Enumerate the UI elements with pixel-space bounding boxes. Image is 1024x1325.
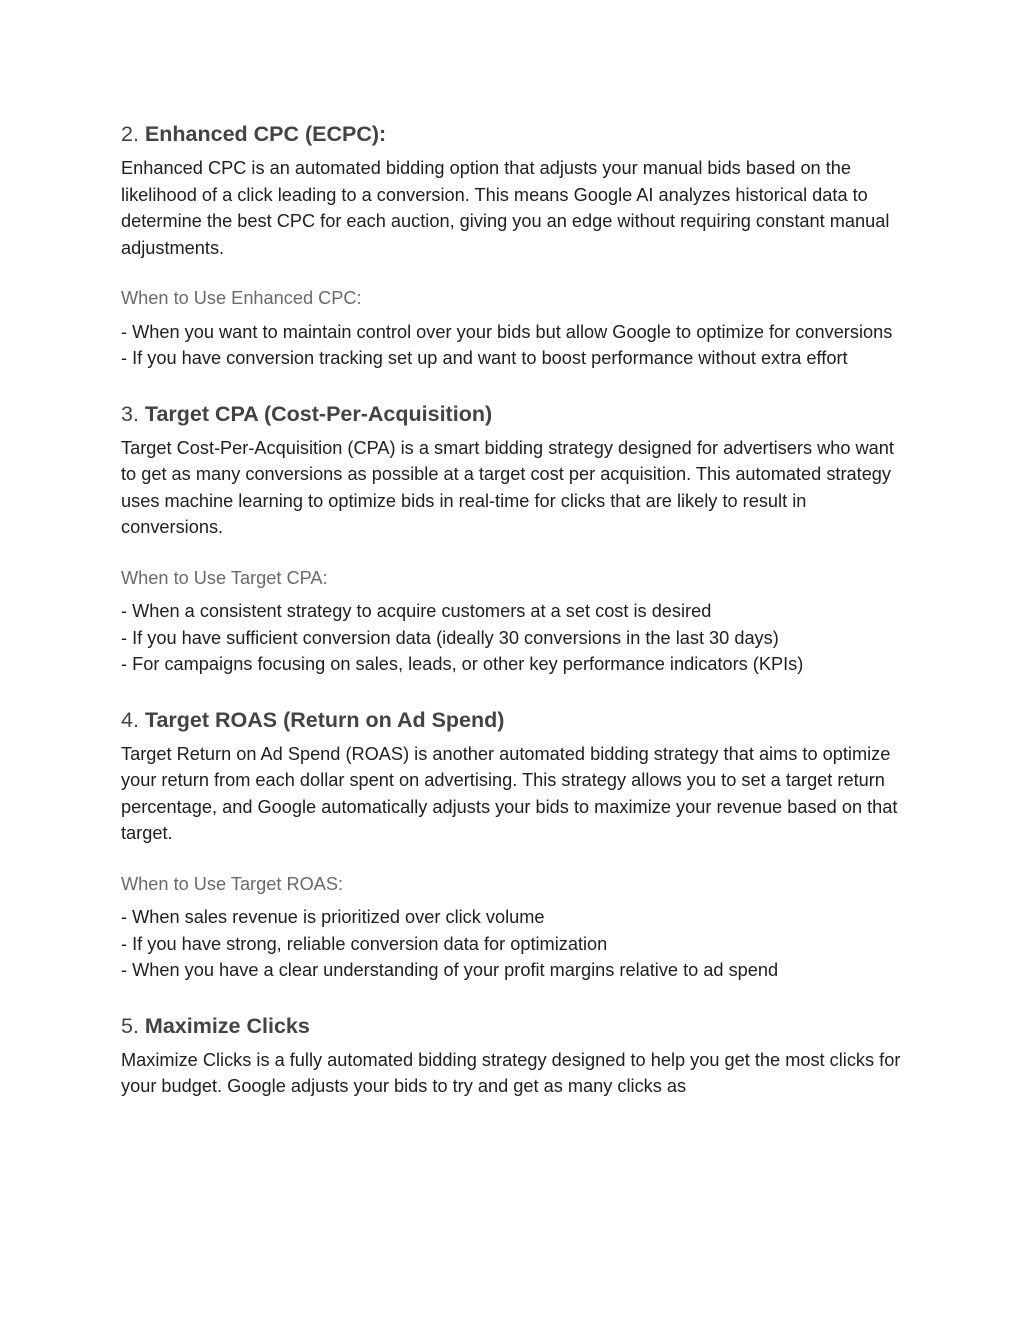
section-heading [121,704,911,736]
bullet-item: - When you want to maintain control over your bids but allow Google to optimize for conversions [121,321,893,342]
section-title: Target CPA (Cost-Per-Acquisition) [144,401,493,426]
section-subheading: When to Use Target ROAS: [121,873,344,894]
section-body: Target Return on Ad Spend (ROAS) is another automated bidding strategy that aims to optimize your return from each dollar spent on advertising. This strategy allows you to set a target return percentage, and Google automatically adjusts your bids to maximize your revenue based on that target. [121,743,898,843]
section-subheading: When to Use Enhanced CPC: [121,288,362,308]
bullet-item: - If you have sufficient conversion data (ideally 30 conversions in the last 30 days) [121,627,779,648]
section-body: Maximize Clicks is a fully automated bidding strategy designed to help you get the most clicks for your budget. Google adjusts your bids to try and get as many clicks as [121,1049,901,1096]
bullet-item: - If you have conversion tracking set up and want to boost performance without extra effort [121,348,848,368]
section-target-roas [121,704,911,984]
section-title: Maximize Clicks [144,1013,310,1038]
bullet-item: - When sales revenue is prioritized over click volume [121,907,545,927]
section-body: Target Cost-Per-Acquisition (CPA) is a smart bidding strategy designed for advertisers who want to get as many conversions as possible at a target cost per acquisition. This automated strategy uses machine learning to optimize bids in real-time for clicks that are likely to result in conversions. [121,437,894,537]
section-heading [121,1010,911,1042]
section-enhanced-cpc [121,118,911,372]
section-heading [121,118,911,150]
bullet-item: - For campaigns focusing on sales, leads, or other key performance indicators (KPIs) [121,654,804,674]
bullet-item: - If you have strong, reliable conversion data for optimization [121,933,608,954]
section-target-cpa [121,398,911,678]
section-number: 2. [121,122,139,146]
section-heading [121,398,911,430]
bullet-list [121,319,911,372]
bullet-item: - When a consistent strategy to acquire customers at a set cost is desired [121,601,712,621]
document-page [121,118,911,1100]
section-number: 4. [121,707,139,732]
bullet-list [121,598,911,678]
section-title: Enhanced CPC (ECPC): [144,122,387,146]
section-number: 5. [121,1013,139,1038]
section-subheading: When to Use Target CPA: [121,567,328,588]
bullet-item: - When you have a clear understanding of your profit margins relative to ad spend [121,960,779,980]
section-title: Target ROAS (Return on Ad Spend) [144,707,505,732]
bullet-list [121,904,911,984]
section-body: Enhanced CPC is an automated bidding option that adjusts your manual bids based on the likelihood of a click leading to a conversion. This means Google AI analyzes historical data to determine the best CPC for each auction, giving you an edge without requiring constant manual adjustments. [121,158,890,258]
section-number: 3. [121,401,139,426]
section-maximize-clicks [121,1010,911,1100]
